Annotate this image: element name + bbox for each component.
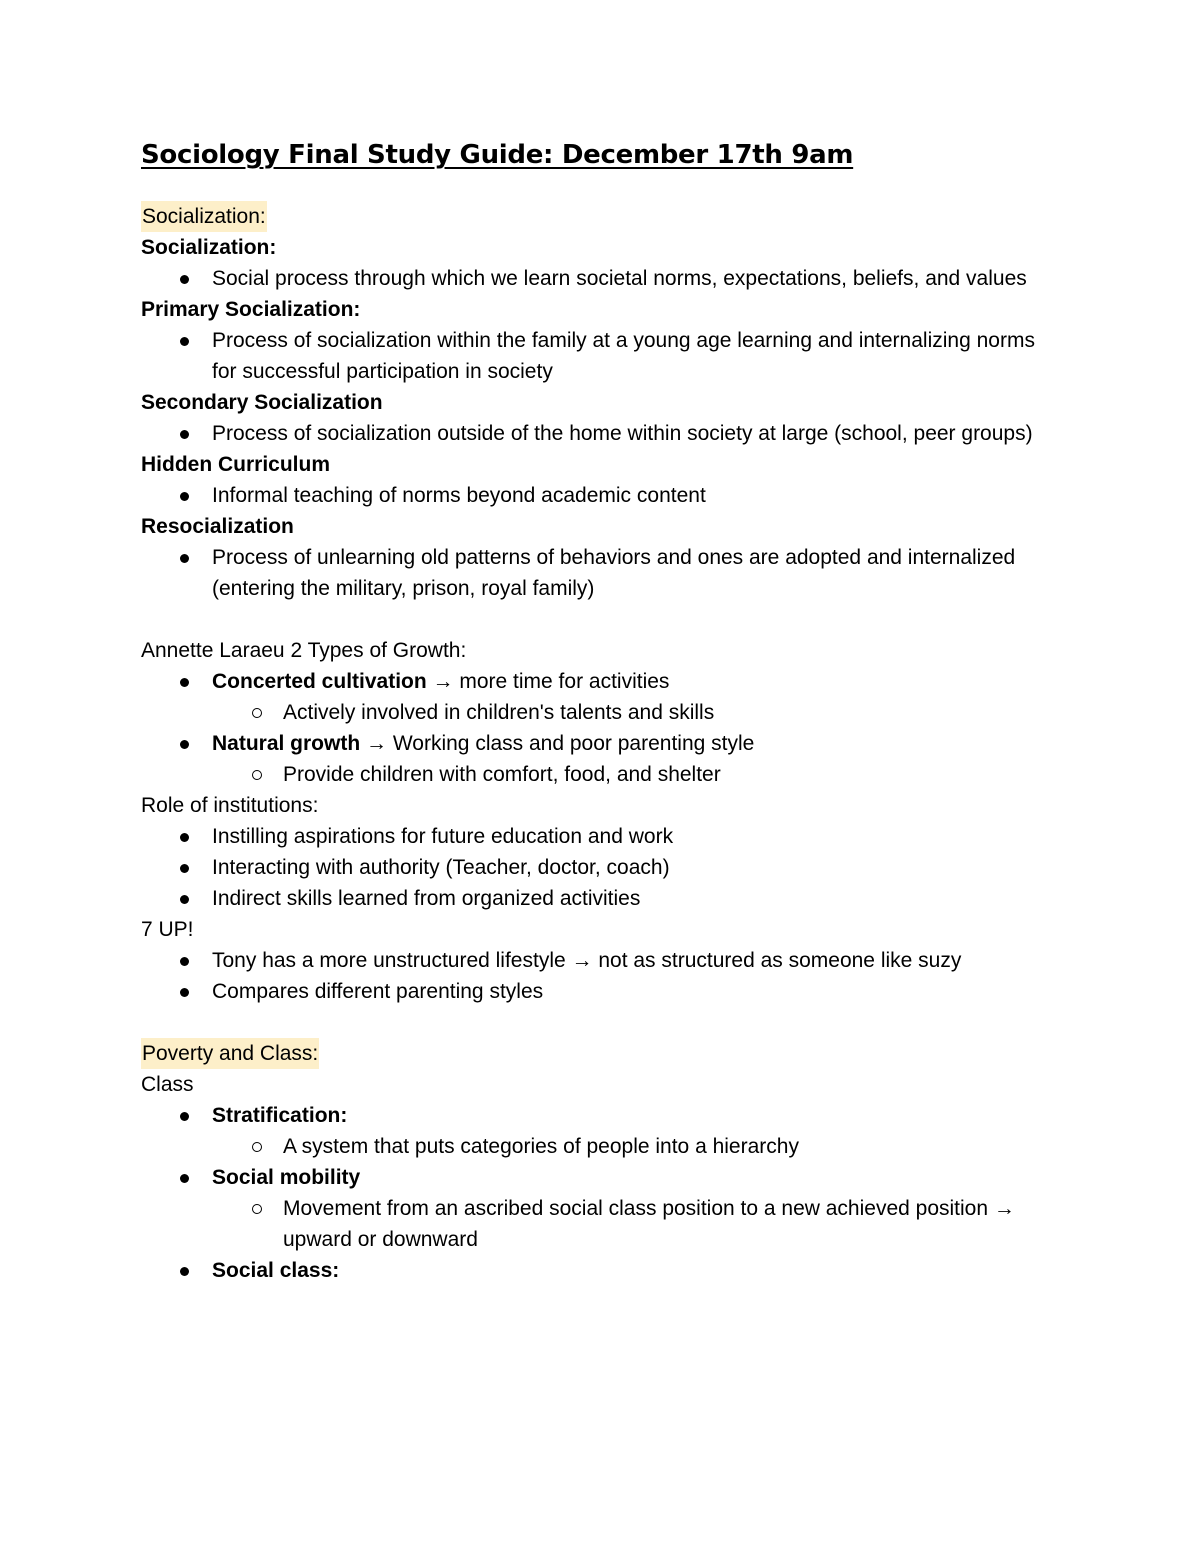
seven-up-heading: 7 UP! bbox=[141, 918, 194, 941]
sub-bullet-list bbox=[212, 1131, 1061, 1162]
sub-bullet-list bbox=[212, 759, 1061, 790]
bullet-list bbox=[141, 666, 1061, 790]
sub-list-item: Provide children with comfort, food, and shelter bbox=[212, 759, 1061, 790]
list-item: Indirect skills learned from organized activities bbox=[141, 883, 1061, 914]
list-item: Process of socialization within the family at a young age learning and internalizing norms for successful participation in society bbox=[141, 325, 1061, 387]
bullet-list bbox=[141, 325, 1061, 387]
bullet-list bbox=[141, 1100, 1061, 1286]
growth-type-label: Natural growth bbox=[212, 732, 361, 755]
term-hidden-curriculum: Hidden Curriculum bbox=[141, 453, 331, 476]
bullet-list bbox=[141, 480, 1061, 511]
spacer bbox=[141, 1007, 1061, 1038]
growth-type-description: → Working class and poor parenting style bbox=[360, 732, 755, 755]
list-item: Compares different parenting styles bbox=[141, 976, 1061, 1007]
list-item bbox=[141, 728, 1061, 790]
sub-list-item: A system that puts categories of people into a hierarchy bbox=[212, 1131, 1061, 1162]
institutions-heading: Role of institutions: bbox=[141, 794, 319, 817]
term-secondary-socialization: Secondary Socialization bbox=[141, 391, 383, 414]
bullet-list bbox=[141, 542, 1061, 604]
term-primary-socialization: Primary Socialization: bbox=[141, 298, 361, 321]
page-title: Sociology Final Study Guide: December 17th 9am bbox=[141, 140, 854, 170]
section-highlight: Poverty and Class: bbox=[141, 1038, 319, 1069]
class-subheading: Class bbox=[141, 1073, 194, 1096]
list-item bbox=[141, 1100, 1061, 1162]
section-heading-socialization bbox=[141, 201, 1061, 232]
sub-list-item: Actively involved in children's talents and skills bbox=[212, 697, 1061, 728]
term-social-mobility: Social mobility bbox=[212, 1166, 361, 1189]
section-highlight: Socialization: bbox=[141, 201, 267, 232]
list-item: Social process through which we learn societal norms, expectations, beliefs, and values bbox=[141, 263, 1061, 294]
sub-bullet-list bbox=[212, 697, 1061, 728]
sub-bullet-list bbox=[212, 1193, 1061, 1255]
term-socialization: Socialization: bbox=[141, 236, 277, 259]
list-item bbox=[141, 1255, 1061, 1286]
term-resocialization: Resocialization bbox=[141, 515, 294, 538]
growth-type-description: → more time for activities bbox=[426, 670, 670, 693]
term-social-class: Social class: bbox=[212, 1259, 340, 1282]
list-item bbox=[141, 1162, 1061, 1255]
section-heading-poverty bbox=[141, 1038, 1061, 1069]
bullet-list bbox=[141, 945, 1061, 1007]
bullet-list bbox=[141, 263, 1061, 294]
list-item: Process of socialization outside of the home within society at large (school, peer groups) bbox=[141, 418, 1061, 449]
bullet-list bbox=[141, 821, 1061, 914]
list-item: Instilling aspirations for future education and work bbox=[141, 821, 1061, 852]
list-item: Tony has a more unstructured lifestyle → not as structured as someone like suzy bbox=[141, 945, 1061, 976]
bullet-list bbox=[141, 418, 1061, 449]
list-item: Interacting with authority (Teacher, doctor, coach) bbox=[141, 852, 1061, 883]
lareau-heading: Annette Laraeu 2 Types of Growth: bbox=[141, 639, 467, 662]
growth-type-label: Concerted cultivation bbox=[212, 670, 427, 693]
list-item: Process of unlearning old patterns of behaviors and ones are adopted and internalized (entering the military, prison, royal family) bbox=[141, 542, 1061, 604]
term-stratification: Stratification: bbox=[212, 1104, 348, 1127]
document-page bbox=[141, 135, 1061, 1286]
sub-list-item: Movement from an ascribed social class position to a new achieved position → upward or downward bbox=[212, 1193, 1061, 1255]
list-item bbox=[141, 666, 1061, 728]
list-item: Informal teaching of norms beyond academic content bbox=[141, 480, 1061, 511]
spacer bbox=[141, 604, 1061, 635]
